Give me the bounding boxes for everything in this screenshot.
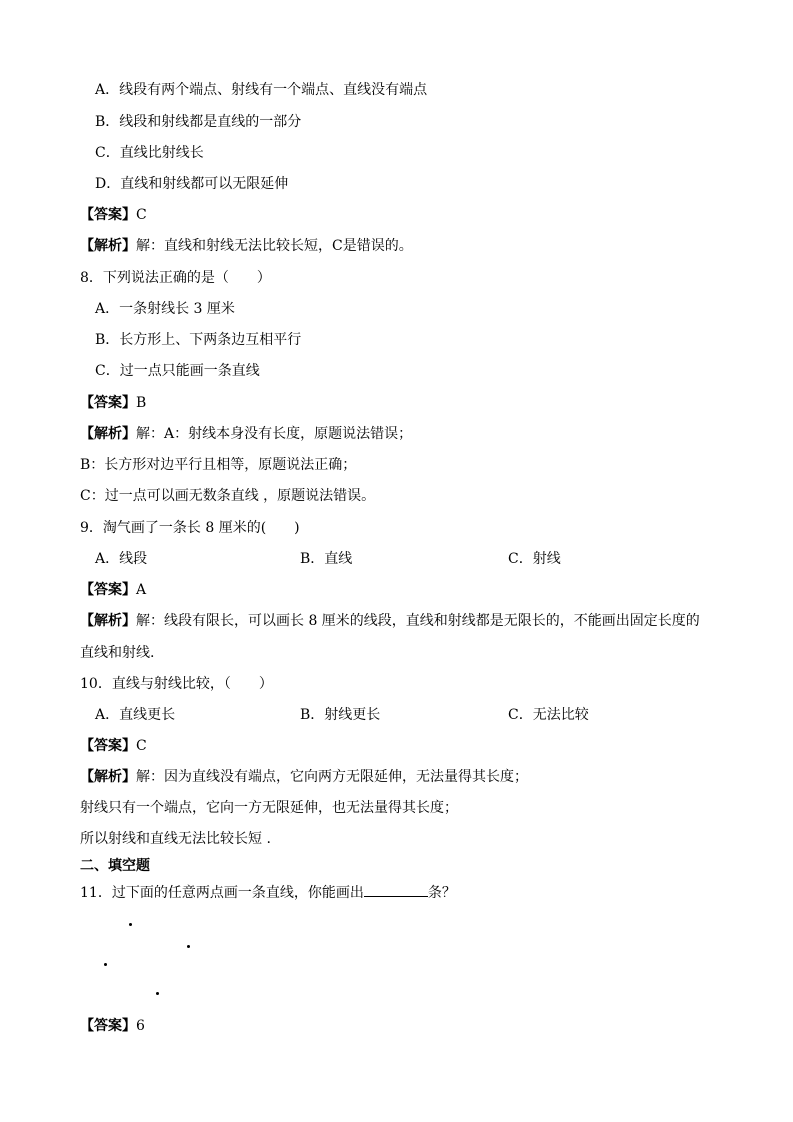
analysis-tag: 【解析】 [80, 426, 136, 442]
analysis-text: 解：因为直线没有端点，它向两方无限延伸，无法量得其长度； [136, 769, 528, 785]
q10-answer [80, 736, 147, 756]
answer-value: B [136, 395, 147, 411]
analysis-tag: 【解析】 [80, 769, 136, 785]
q11-answer [80, 1016, 145, 1036]
answer-value: C [136, 738, 147, 754]
answer-value: A [136, 582, 147, 598]
q11-stem-before: 11．过下面的任意两点画一条直线，你能画出 [80, 885, 364, 901]
q9-analysis-line-2: 直线和射线. [80, 645, 155, 661]
q9-option-c: C．射线 [508, 551, 561, 567]
q11-stem-after: 条？ [427, 885, 456, 901]
answer-tag: 【答案】 [80, 1018, 136, 1034]
q10-analysis-line-3: 所以射线和直线无法比较长短 . [80, 831, 271, 847]
answer-blank [364, 881, 428, 897]
analysis-tag: 【解析】 [80, 238, 136, 254]
q11-stem [80, 881, 456, 903]
answer-tag: 【答案】 [80, 582, 136, 598]
q7-analysis [80, 236, 413, 256]
point-2 [187, 945, 190, 948]
answer-value: 6 [136, 1018, 145, 1034]
q7-option-b: B．线段和射线都是直线的一部分 [95, 114, 302, 130]
q8-analysis-line-1 [80, 424, 412, 444]
point-1 [129, 923, 132, 926]
q9-option-a: A．线段 [95, 551, 148, 567]
q8-option-a: A．一条射线长 3 厘米 [95, 301, 235, 317]
q8-option-c: C．过一点只能画一条直线 [95, 363, 260, 379]
answer-tag: 【答案】 [80, 207, 136, 223]
analysis-text: 解：线段有限长，可以画长 8 厘米的线段，直线和射线都是无限长的，不能画出固定长度的 [136, 613, 700, 629]
q8-option-b: B．长方形上、下两条边互相平行 [95, 332, 302, 348]
answer-tag: 【答案】 [80, 738, 136, 754]
q9-stem: 9．淘气画了一条长 8 厘米的( ) [80, 520, 300, 536]
analysis-tag: 【解析】 [80, 613, 136, 629]
q9-analysis-line-1 [80, 611, 700, 631]
q8-answer [80, 393, 146, 413]
point-4 [156, 992, 159, 995]
q8-analysis-line-2: B：长方形对边平行且相等，原题说法正确； [80, 457, 357, 473]
q7-option-d: D．直线和射线都可以无限延伸 [95, 176, 289, 192]
point-3 [104, 963, 107, 966]
q9-option-b: B．直线 [300, 551, 353, 567]
q10-option-a: A．直线更长 [95, 707, 176, 723]
q10-analysis-line-2: 射线只有一个端点，它向一方无限延伸，也无法量得其长度； [80, 800, 458, 816]
q7-option-c: C．直线比射线长 [95, 145, 204, 161]
analysis-text: 解：A：射线本身没有长度，原题说法错误； [136, 426, 413, 442]
q7-option-a: A．线段有两个端点、射线有一个端点、直线没有端点 [95, 82, 428, 98]
answer-tag: 【答案】 [80, 395, 136, 411]
analysis-text: 解：直线和射线无法比较长短，C是错误的。 [136, 238, 413, 254]
q10-option-c: C．无法比较 [508, 707, 589, 723]
answer-value: C [136, 207, 147, 223]
q10-stem: 10．直线与射线比较，（ ） [80, 676, 273, 692]
section-title: 二、填空题 [80, 858, 150, 874]
q8-analysis-line-3: C：过一点可以画无数条直线 ，原题说法错误。 [80, 488, 376, 504]
q9-answer [80, 580, 146, 600]
q10-option-b: B．射线更长 [300, 707, 381, 723]
q8-stem: 8．下列说法正确的是（ ） [80, 270, 271, 286]
q10-analysis-line-1 [80, 767, 528, 787]
q7-answer [80, 205, 147, 225]
